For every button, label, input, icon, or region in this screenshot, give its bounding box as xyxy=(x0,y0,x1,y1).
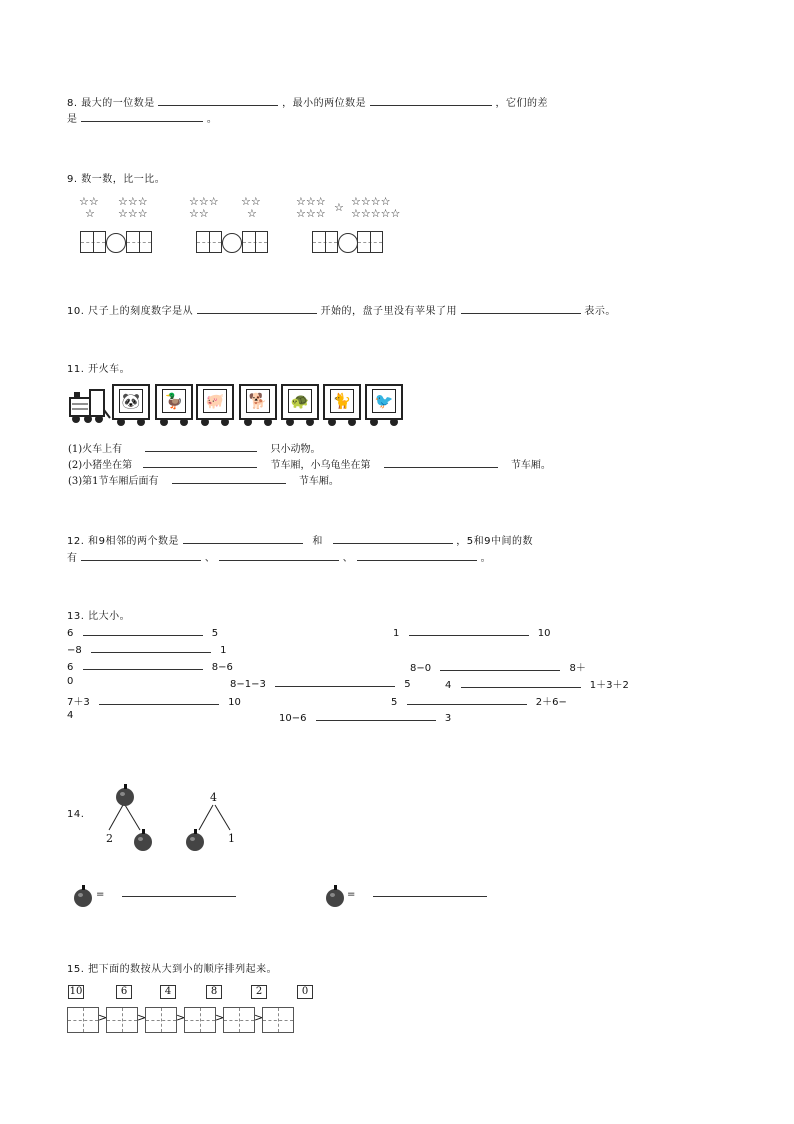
q13-row3-right xyxy=(410,659,586,674)
q13-term: 6 xyxy=(67,662,74,673)
number-card-1: 10 xyxy=(69,986,83,997)
q13-row1-right xyxy=(393,625,550,639)
q13-term: 10 xyxy=(228,697,241,708)
q12-text-4: 有 xyxy=(67,553,78,564)
q13-term: 8−6 xyxy=(211,662,233,673)
train-car-5 xyxy=(281,384,319,420)
train-car-7 xyxy=(365,384,403,420)
answer-box-1-right[interactable] xyxy=(126,231,152,253)
star-group-2-right-top: ☆☆ xyxy=(241,195,261,208)
q13-row6-b xyxy=(279,710,451,724)
star-group-3-right-bottom: ☆☆☆☆☆ xyxy=(351,207,401,220)
greater-than-sign: > xyxy=(215,1011,225,1024)
greater-than-sign: > xyxy=(137,1011,147,1024)
q13-blank[interactable] xyxy=(275,676,395,687)
q13-row2 xyxy=(67,642,227,656)
q13-term: 1 xyxy=(393,628,400,639)
q13-row6-a xyxy=(67,710,73,721)
q11-sub2-text-a: (2)小猪坐在第 xyxy=(68,460,133,471)
q11-sub1-text-a: (1)火车上有 xyxy=(68,444,123,455)
q8-line2 xyxy=(67,110,217,125)
q13-row4-c xyxy=(445,676,629,691)
tree2-top-number: 4 xyxy=(210,791,217,804)
q13-term: 1 xyxy=(220,645,227,656)
star-group-3-left-bottom: ☆☆☆ xyxy=(296,207,326,220)
q13-term: 8＋ xyxy=(569,663,586,674)
q13-row4-a xyxy=(67,676,73,687)
q10-blank-2[interactable] xyxy=(461,303,581,314)
q12-text-3: ，5和9中间的数 xyxy=(456,536,533,547)
q12-blank-4[interactable] xyxy=(219,550,339,561)
q12-blank-3[interactable] xyxy=(81,550,201,561)
train-car-6 xyxy=(323,384,361,420)
q13-term: 2＋6− xyxy=(535,697,567,708)
q13-term: −8 xyxy=(67,645,82,656)
q13-term: 4 xyxy=(445,680,452,691)
q12-line2 xyxy=(67,549,491,564)
star-group-1-left-bottom: ☆ xyxy=(85,207,95,220)
q15-text: 把下面的数按从大到小的顺序排列起来。 xyxy=(88,964,278,975)
q13-term: 10 xyxy=(537,628,551,639)
q12-blank-1[interactable] xyxy=(183,533,303,544)
q13-blank[interactable] xyxy=(91,642,211,653)
train-car-1 xyxy=(112,384,150,420)
star-group-3-mid: ☆ xyxy=(334,201,344,214)
dog-icon: 🐕 xyxy=(246,389,270,413)
star-group-1-right-top: ☆☆☆ xyxy=(118,195,148,208)
q13-blank[interactable] xyxy=(316,710,436,721)
q11-blank-2[interactable] xyxy=(143,457,257,468)
q12-sep-2: 、 xyxy=(342,553,354,564)
star-group-1-left-top: ☆☆ xyxy=(79,195,99,208)
q13-title xyxy=(67,607,130,622)
q12-end: 。 xyxy=(480,553,492,564)
train-car-4 xyxy=(239,384,277,420)
q8-text-2: ，最小的两位数是 xyxy=(282,98,367,109)
star-group-3-left-top: ☆☆☆ xyxy=(296,195,326,208)
q12-text-2: 和 xyxy=(312,536,323,547)
q9-number: 9. xyxy=(67,174,78,185)
q13-row3-left xyxy=(67,659,233,673)
order-cell-3[interactable] xyxy=(145,1007,177,1033)
q15-title xyxy=(67,960,277,975)
q13-row5-left xyxy=(67,693,241,708)
q13-blank[interactable] xyxy=(83,659,203,670)
q11-blank-1[interactable] xyxy=(145,441,257,452)
q13-blank[interactable] xyxy=(461,677,581,688)
turtle-icon: 🐢 xyxy=(288,389,312,413)
q8-text-1: 最大的一位数是 xyxy=(81,98,155,109)
q8-number: 8. xyxy=(67,98,78,109)
q10-number: 10. xyxy=(67,306,85,317)
q12-sep-1: 、 xyxy=(204,553,216,564)
answer-box-3-right[interactable] xyxy=(357,231,383,253)
order-cell-5[interactable] xyxy=(223,1007,255,1033)
number-card-4: 8 xyxy=(206,985,222,999)
star-group-2-left-bottom: ☆☆ xyxy=(189,207,209,220)
answer-box-3-left[interactable] xyxy=(312,231,338,253)
q14-blank-1[interactable] xyxy=(122,886,236,897)
q14-blank-2[interactable] xyxy=(373,886,487,897)
q11-sub2 xyxy=(68,456,551,471)
apple-icon xyxy=(186,833,204,851)
q8-text-3: ，它们的差 xyxy=(495,98,548,109)
number-card-6: 0 xyxy=(297,985,313,999)
apple-icon xyxy=(326,889,344,907)
apple-icon xyxy=(134,833,152,851)
q10-line xyxy=(67,302,616,317)
q8-text-5: 。 xyxy=(206,114,218,125)
q11-sub3 xyxy=(68,472,339,487)
q13-term: 0 xyxy=(67,676,74,687)
answer-box-2-left[interactable] xyxy=(196,231,222,253)
star-group-2-right-bottom: ☆ xyxy=(247,207,257,220)
cat-icon: 🐈 xyxy=(330,389,354,413)
q13-term: 5 xyxy=(404,679,411,690)
tree1-left-number: 2 xyxy=(106,832,113,845)
train-car-3 xyxy=(196,384,234,420)
q8-text-4: 是 xyxy=(67,114,78,125)
q13-blank[interactable] xyxy=(83,625,203,636)
q9-text: 数一数，比一比。 xyxy=(81,174,166,185)
q14-answer-2 xyxy=(347,886,487,900)
q11-blank-3[interactable] xyxy=(384,457,498,468)
panda-icon: 🐼 xyxy=(119,389,143,413)
greater-than-sign: > xyxy=(98,1011,108,1024)
q13-term: 10−6 xyxy=(279,713,307,724)
order-cell-2[interactable] xyxy=(106,1007,138,1033)
order-cell-6[interactable] xyxy=(262,1007,294,1033)
apple-icon xyxy=(116,788,134,806)
q13-term: 3 xyxy=(444,713,452,724)
q15-number: 15. xyxy=(67,964,85,975)
star-group-2-left-top: ☆☆☆ xyxy=(189,195,219,208)
greater-than-sign: > xyxy=(176,1011,186,1024)
q12-blank-5[interactable] xyxy=(357,550,477,561)
apple-icon xyxy=(74,889,92,907)
compare-circle-2[interactable] xyxy=(222,233,242,253)
q11-blank-4[interactable] xyxy=(172,473,286,484)
answer-box-1-left[interactable] xyxy=(80,231,106,253)
q14-number: 14. xyxy=(67,809,85,820)
q11-sub2-text-c: 节车厢。 xyxy=(510,460,551,471)
q11-text: 开火车。 xyxy=(88,364,131,375)
q11-sub3-text-b: 节车厢。 xyxy=(298,476,339,487)
star-group-3-right-top: ☆☆☆☆ xyxy=(351,195,391,208)
locomotive-icon xyxy=(66,388,112,426)
q13-term: 6 xyxy=(67,628,74,639)
train-car-2 xyxy=(155,384,193,420)
q13-term: 5 xyxy=(391,697,398,708)
equals-sign: = xyxy=(347,889,356,900)
number-card-5: 2 xyxy=(251,985,267,999)
q13-blank[interactable] xyxy=(99,694,219,705)
q13-term: 1＋3＋2 xyxy=(589,680,629,691)
q11-sub3-text-a: (3)第1节车厢后面有 xyxy=(68,476,159,487)
q11-number: 11. xyxy=(67,364,85,375)
q12-text-1: 和9相邻的两个数是 xyxy=(88,536,179,547)
order-cell-1[interactable] xyxy=(67,1007,99,1033)
q10-text-2: 开始的，盘子里没有苹果了用 xyxy=(320,306,457,317)
greater-than-sign: > xyxy=(254,1011,264,1024)
q13-row1-left xyxy=(67,625,218,639)
q12-number: 12. xyxy=(67,536,85,547)
q12-blank-2[interactable] xyxy=(333,533,453,544)
q12-line1 xyxy=(67,532,533,547)
q13-row4-b xyxy=(230,676,411,690)
q13-term: 8−1−3 xyxy=(230,679,266,690)
q11-sub2-text-b: 节车厢，小乌龟坐在第 xyxy=(270,460,371,471)
equals-sign: = xyxy=(96,889,105,900)
q13-number: 13. xyxy=(67,611,85,622)
q13-row5-right xyxy=(391,693,567,708)
q11-title xyxy=(67,360,130,375)
q11-sub1 xyxy=(68,440,321,455)
q13-term: 5 xyxy=(211,628,219,639)
q13-term: 4 xyxy=(67,710,74,721)
tree2-right-number: 1 xyxy=(228,832,235,845)
q8-blank-3[interactable] xyxy=(81,111,203,122)
duck-icon: 🦆 xyxy=(162,389,186,413)
pig-icon: 🐖 xyxy=(203,389,227,413)
compare-circle-1[interactable] xyxy=(106,233,126,253)
q8-line1 xyxy=(67,94,548,109)
q10-text-1: 尺子上的刻度数字是从 xyxy=(88,306,194,317)
q13-blank[interactable] xyxy=(407,694,527,705)
q9-title xyxy=(67,170,165,185)
q10-blank-1[interactable] xyxy=(197,303,317,314)
q13-term: 7＋3 xyxy=(67,697,90,708)
compare-circle-3[interactable] xyxy=(338,233,358,253)
number-card-3: 4 xyxy=(160,985,176,999)
q8-blank-2[interactable] xyxy=(370,95,492,106)
q13-text: 比大小。 xyxy=(88,611,131,622)
q8-blank-1[interactable] xyxy=(158,95,278,106)
bird-icon: 🐦 xyxy=(372,389,396,413)
q13-blank[interactable] xyxy=(440,660,560,671)
star-group-1-right-bottom: ☆☆☆ xyxy=(118,207,148,220)
q13-term: 8−0 xyxy=(410,663,432,674)
number-card-2: 6 xyxy=(116,985,132,999)
q10-text-3: 表示。 xyxy=(584,306,616,317)
q11-sub1-text-b: 只小动物。 xyxy=(270,444,321,455)
order-cell-4[interactable] xyxy=(184,1007,216,1033)
q13-blank[interactable] xyxy=(409,625,529,636)
answer-box-2-right[interactable] xyxy=(242,231,268,253)
q14-answer-1 xyxy=(96,886,236,900)
